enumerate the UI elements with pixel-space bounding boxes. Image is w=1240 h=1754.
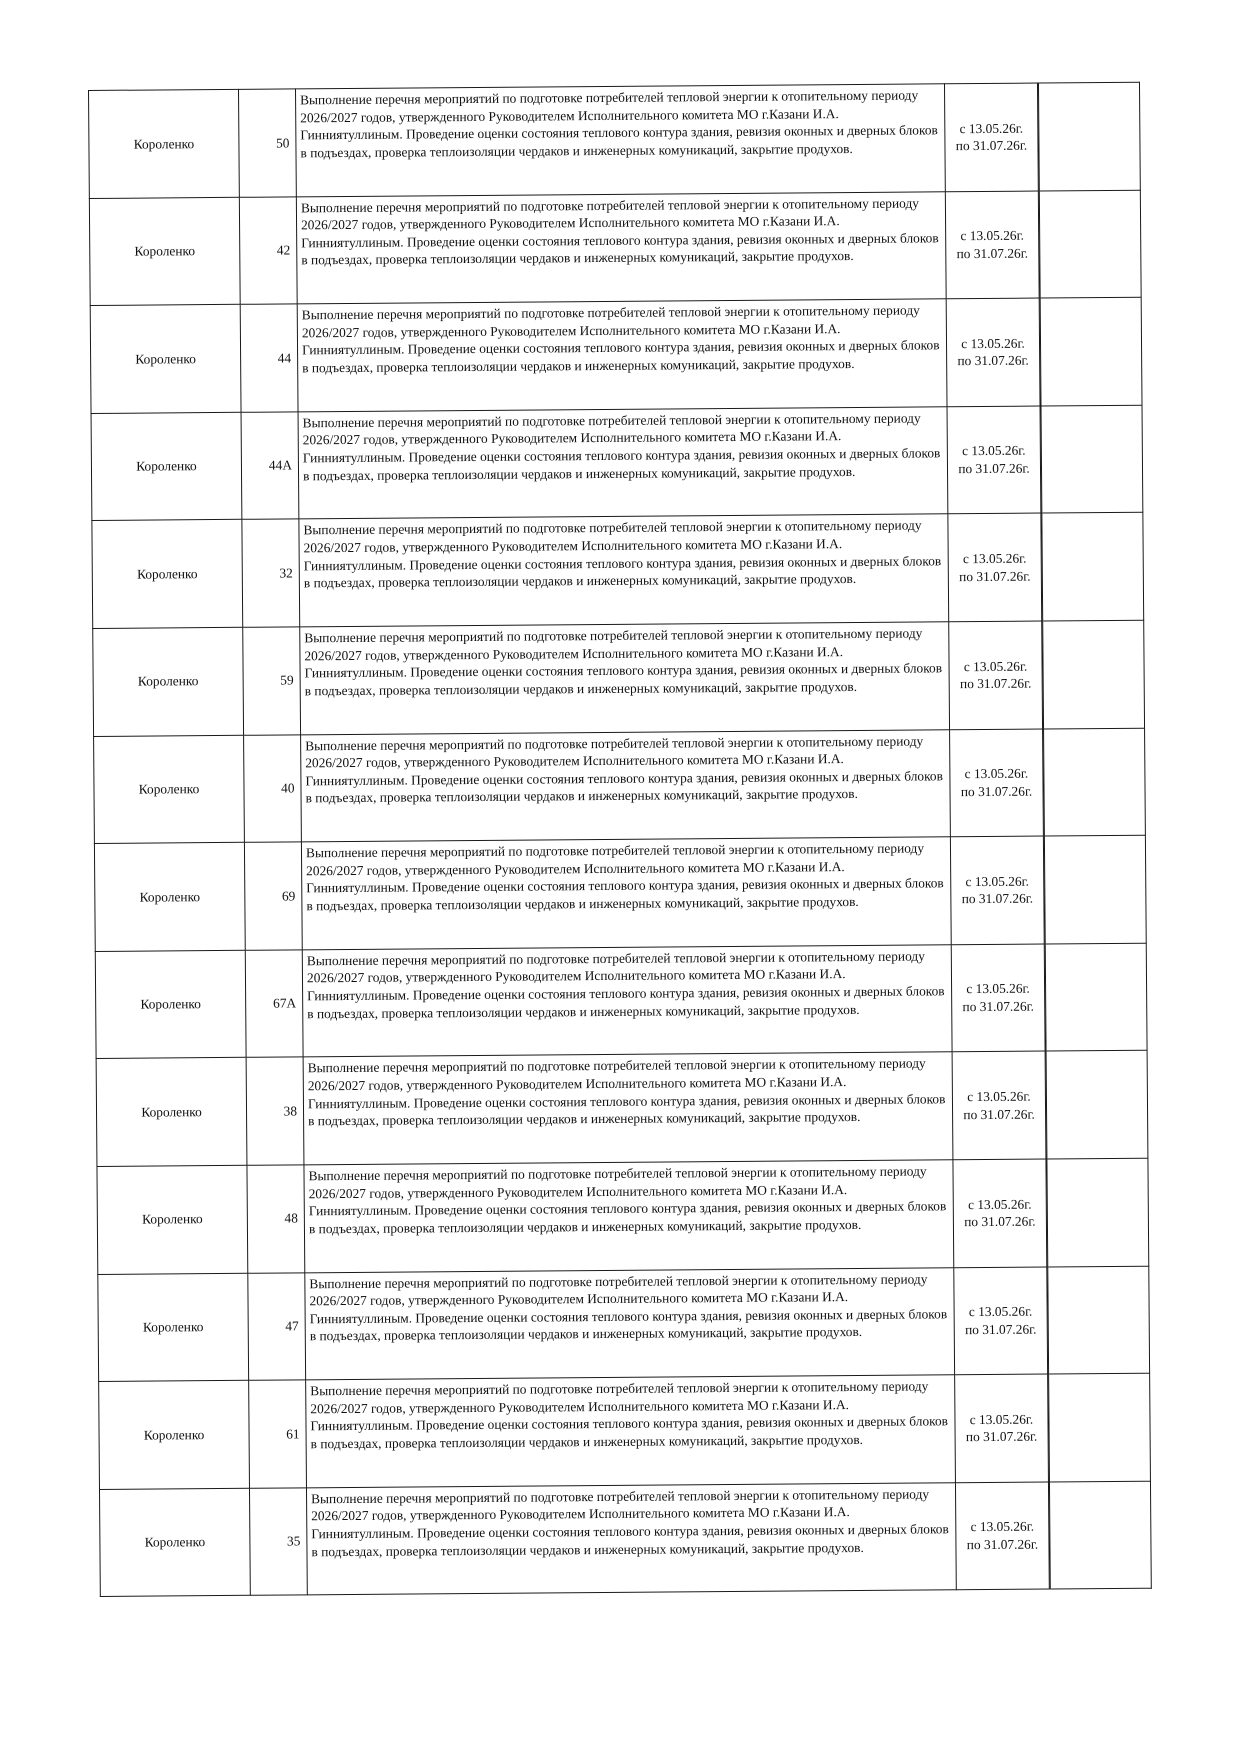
street-cell: Короленко xyxy=(98,1273,249,1382)
mark-cell xyxy=(1044,728,1146,836)
period-cell xyxy=(944,83,1038,191)
table-row xyxy=(92,513,1144,629)
mark-cell xyxy=(1038,82,1140,190)
period-to: по 31.07.26г. xyxy=(959,568,1031,584)
work-description-cell: Выполнение перечня мероприятий по подготовке потребителей тепловой энергии к отопительному периоду 2026/2027 годов, утвержденного Руководителем Исполнительного комитета МО г.Казани И.А. Гинниятуллиным. Проведение оценки состояния теплового контура здания, ревизия оконных и дверных блоков в подъездах, проверка теплоизоляции чердаков и инженерных комуникаций, закрытие продухов. xyxy=(302,944,952,1057)
period-to: по 31.07.26г. xyxy=(958,460,1030,477)
period-cell xyxy=(946,298,1040,406)
work-description-cell: Выполнение перечня мероприятий по подготовке потребителей тепловой энергии к отопительному периоду 2026/2027 годов, утвержденного Руководителем Исполнительного комитета МО г.Казани И.А. Гинниятуллиным. Проведение оценки состояния теплового контура здания, ревизия оконных и дверных блоков в подъездах, проверка теплоизоляции чердаков и инженерных комуникаций, закрытие продухов. xyxy=(306,1375,956,1488)
street-cell: Короленко xyxy=(90,304,241,413)
period-cell xyxy=(948,513,1042,621)
period-from: с 13.05.26г. xyxy=(969,1411,1034,1427)
table-row xyxy=(91,405,1143,521)
mark-cell xyxy=(1044,835,1146,943)
period-to: по 31.07.26г. xyxy=(965,1429,1038,1445)
period-from: с 13.05.26г. xyxy=(964,765,1029,782)
mark-cell xyxy=(1042,513,1144,621)
work-description-cell: Выполнение перечня мероприятий по подготовке потребителей тепловой энергии к отопительному периоду 2026/2027 годов, утвержденного Руководителем Исполнительного комитета МО г.Казани И.А. Гинниятуллиным. Проведение оценки состояния теплового контура здания, ревизия оконных и дверных блоков в подъездах, проверка теплоизоляции чердаков и инженерных комуникаций, закрытие продухов. xyxy=(301,837,951,950)
work-description-cell: Выполнение перечня мероприятий по подготовке потребителей тепловой энергии к отопительному периоду 2026/2027 годов, утвержденного Руководителем Исполнительного комитета МО г.Казани И.А. Гинниятуллиным. Проведение оценки состояния теплового контура здания, ревизия оконных и дверных блоков в подъездах, проверка теплоизоляции чердаков и инженерных комуникаций, закрытие продухов. xyxy=(295,84,945,197)
period-from: с 13.05.26г. xyxy=(962,443,1026,459)
street-cell: Короленко xyxy=(94,735,245,844)
period-cell xyxy=(950,729,1044,837)
street-cell: Короленко xyxy=(92,520,243,629)
period-to: по 31.07.26г. xyxy=(961,891,1034,907)
work-description-cell: Выполнение перечня мероприятий по подготовке потребителей тепловой энергии к отопительному периоду 2026/2027 годов, утвержденного Руководителем Исполнительного комитета МО г.Казани И.А. Гинниятуллиным. Проведение оценки состояния теплового контура здания, ревизия оконных и дверных блоков в подъездах, проверка теплоизоляции чердаков и инженерных комуникаций, закрытие продухов. xyxy=(301,729,951,842)
period-to: по 31.07.26г. xyxy=(955,137,1028,154)
mark-cell xyxy=(1049,1481,1151,1589)
table-row xyxy=(99,1481,1151,1597)
work-description-cell: Выполнение перечня мероприятий по подготовке потребителей тепловой энергии к отопительному периоду 2026/2027 годов, утвержденного Руководителем Исполнительного комитета МО г.Казани И.А. Гинниятуллиным. Проведение оценки состояния теплового контура здания, ревизия оконных и дверных блоков в подъездах, проверка теплоизоляции чердаков и инженерных комуникаций, закрытие продухов. xyxy=(303,1052,953,1165)
period-cell xyxy=(954,1267,1048,1375)
work-description-cell: Выполнение перечня мероприятий по подготовке потребителей тепловой энергии к отопительному периоду 2026/2027 годов, утвержденного Руководителем Исполнительного комитета МО г.Казани И.А. Гинниятуллиным. Проведение оценки состояния теплового контура здания, ревизия оконных и дверных блоков в подъездах, проверка теплоизоляции чердаков и инженерных комуникаций, закрытие продухов. xyxy=(296,191,946,304)
period-from: с 13.05.26г. xyxy=(967,1196,1032,1212)
house-number-cell: 67А xyxy=(245,950,303,1058)
period-to: по 31.07.26г. xyxy=(964,1321,1037,1337)
work-description-cell: Выполнение перечня мероприятий по подготовке потребителей тепловой энергии к отопительному периоду 2026/2027 годов, утвержденного Руководителем Исполнительного комитета МО г.Казани И.А. Гинниятуллиным. Проведение оценки состояния теплового контура здания, ревизия оконных и дверных блоков в подъездах, проверка теплоизоляции чердаков и инженерных комуникаций, закрытие продухов. xyxy=(306,1482,956,1595)
period-cell xyxy=(950,836,1044,944)
period-cell xyxy=(952,1051,1046,1159)
house-number-cell: 48 xyxy=(247,1165,305,1273)
period-cell xyxy=(953,1159,1047,1267)
street-cell: Короленко xyxy=(99,1380,250,1489)
heating-preparation-schedule-table xyxy=(88,82,1152,1598)
house-number-cell: 69 xyxy=(244,842,302,950)
work-description-cell: Выполнение перечня мероприятий по подготовке потребителей тепловой энергии к отопительному периоду 2026/2027 годов, утвержденного Руководителем Исполнительного комитета МО г.Казани И.А. Гинниятуллиным. Проведение оценки состояния теплового контура здания, ревизия оконных и дверных блоков в подъездах, проверка теплоизоляции чердаков и инженерных комуникаций, закрытие продухов. xyxy=(305,1267,955,1380)
street-cell: Короленко xyxy=(89,89,240,198)
period-to: по 31.07.26г. xyxy=(962,998,1034,1015)
house-number-cell: 32 xyxy=(242,519,300,627)
house-number-cell: 38 xyxy=(246,1057,304,1165)
mark-cell xyxy=(1039,190,1141,298)
period-to: по 31.07.26г. xyxy=(957,353,1029,369)
house-number-cell: 44 xyxy=(240,304,298,412)
period-cell xyxy=(951,944,1045,1052)
mark-cell xyxy=(1041,405,1143,513)
work-description-cell: Выполнение перечня мероприятий по подготовке потребителей тепловой энергии к отопительному периоду 2026/2027 годов, утвержденного Руководителем Исполнительного комитета МО г.Казани И.А. Гинниятуллиным. Проведение оценки состояния теплового контура здания, ревизия оконных и дверных блоков в подъездах, проверка теплоизоляции чердаков и инженерных комуникаций, закрытие продухов. xyxy=(298,407,948,520)
period-from: с 13.05.26г. xyxy=(965,873,1030,889)
street-cell: Короленко xyxy=(96,1058,247,1167)
table-row xyxy=(98,1266,1150,1382)
period-cell xyxy=(955,1482,1049,1590)
period-cell xyxy=(947,406,1041,514)
work-description-cell: Выполнение перечня мероприятий по подготовке потребителей тепловой энергии к отопительному периоду 2026/2027 годов, утвержденного Руководителем Исполнительного комитета МО г.Казани И.А. Гинниятуллиным. Проведение оценки состояния теплового контура здания, ревизия оконных и дверных блоков в подъездах, проверка теплоизоляции чердаков и инженерных комуникаций, закрытие продухов. xyxy=(299,514,949,627)
work-description-cell: Выполнение перечня мероприятий по подготовке потребителей тепловой энергии к отопительному периоду 2026/2027 годов, утвержденного Руководителем Исполнительного комитета МО г.Казани И.А. Гинниятуллиным. Проведение оценки состояния теплового контура здания, ревизия оконных и дверных блоков в подъездах, проверка теплоизоляции чердаков и инженерных комуникаций, закрытие продухов. xyxy=(297,299,947,412)
period-from: с 13.05.26г. xyxy=(962,550,1027,567)
period-from: с 13.05.26г. xyxy=(959,120,1024,136)
house-number-cell: 35 xyxy=(249,1488,307,1596)
street-cell: Короленко xyxy=(94,842,245,951)
mark-cell xyxy=(1049,1373,1151,1481)
table-row xyxy=(94,835,1146,951)
house-number-cell: 59 xyxy=(243,627,301,735)
schedule-table-body xyxy=(89,82,1152,1597)
period-from: с 13.05.26г. xyxy=(960,227,1024,244)
table-row xyxy=(89,82,1141,198)
street-cell: Короленко xyxy=(91,412,242,521)
table-row xyxy=(97,1158,1149,1274)
period-to: по 31.07.26г. xyxy=(956,245,1029,262)
period-to: по 31.07.26г. xyxy=(964,1213,1036,1230)
table-row xyxy=(93,620,1145,736)
house-number-cell: 42 xyxy=(239,196,297,304)
street-cell: Короленко xyxy=(95,950,246,1059)
table-row xyxy=(99,1373,1151,1489)
table-row xyxy=(94,728,1146,844)
period-from: с 13.05.26г. xyxy=(961,335,1025,352)
table-row xyxy=(89,190,1141,306)
street-cell: Короленко xyxy=(99,1488,250,1597)
house-number-cell: 47 xyxy=(248,1272,306,1380)
period-to: по 31.07.26г. xyxy=(963,1106,1035,1122)
table-row xyxy=(96,1051,1148,1167)
period-to: по 31.07.26г. xyxy=(960,783,1033,800)
period-cell xyxy=(949,621,1043,729)
work-description-cell: Выполнение перечня мероприятий по подготовке потребителей тепловой энергии к отопительному периоду 2026/2027 годов, утвержденного Руководителем Исполнительного комитета МО г.Казани И.А. Гинниятуллиным. Проведение оценки состояния теплового контура здания, ревизия оконных и дверных блоков в подъездах, проверка теплоизоляции чердаков и инженерных комуникаций, закрытие продухов. xyxy=(304,1160,954,1273)
mark-cell xyxy=(1040,297,1142,405)
house-number-cell: 40 xyxy=(244,734,302,842)
period-to: по 31.07.26г. xyxy=(959,675,1032,692)
period-from: с 13.05.26г. xyxy=(963,658,1028,674)
street-cell: Короленко xyxy=(89,197,240,306)
period-from: с 13.05.26г. xyxy=(968,1303,1033,1320)
period-from: с 13.05.26г. xyxy=(970,1519,1035,1535)
period-to: по 31.07.26г. xyxy=(966,1536,1039,1553)
mark-cell xyxy=(1046,1051,1148,1159)
period-cell xyxy=(955,1374,1049,1482)
period-from: с 13.05.26г. xyxy=(966,981,1030,997)
street-cell: Короленко xyxy=(97,1165,248,1274)
house-number-cell: 61 xyxy=(249,1380,307,1488)
mark-cell xyxy=(1043,620,1145,728)
period-from: с 13.05.26г. xyxy=(967,1088,1031,1105)
house-number-cell: 44А xyxy=(241,412,299,520)
mark-cell xyxy=(1045,943,1147,1051)
house-number-cell: 50 xyxy=(238,89,296,197)
mark-cell xyxy=(1048,1266,1150,1374)
table-row xyxy=(95,943,1147,1059)
table-row xyxy=(90,297,1142,413)
mark-cell xyxy=(1047,1158,1149,1266)
work-description-cell: Выполнение перечня мероприятий по подготовке потребителей тепловой энергии к отопительному периоду 2026/2027 годов, утвержденного Руководителем Исполнительного комитета МО г.Казани И.А. Гинниятуллиным. Проведение оценки состояния теплового контура здания, ревизия оконных и дверных блоков в подъездах, проверка теплоизоляции чердаков и инженерных комуникаций, закрытие продухов. xyxy=(300,622,950,735)
period-cell xyxy=(945,191,1039,299)
street-cell: Короленко xyxy=(93,627,244,736)
